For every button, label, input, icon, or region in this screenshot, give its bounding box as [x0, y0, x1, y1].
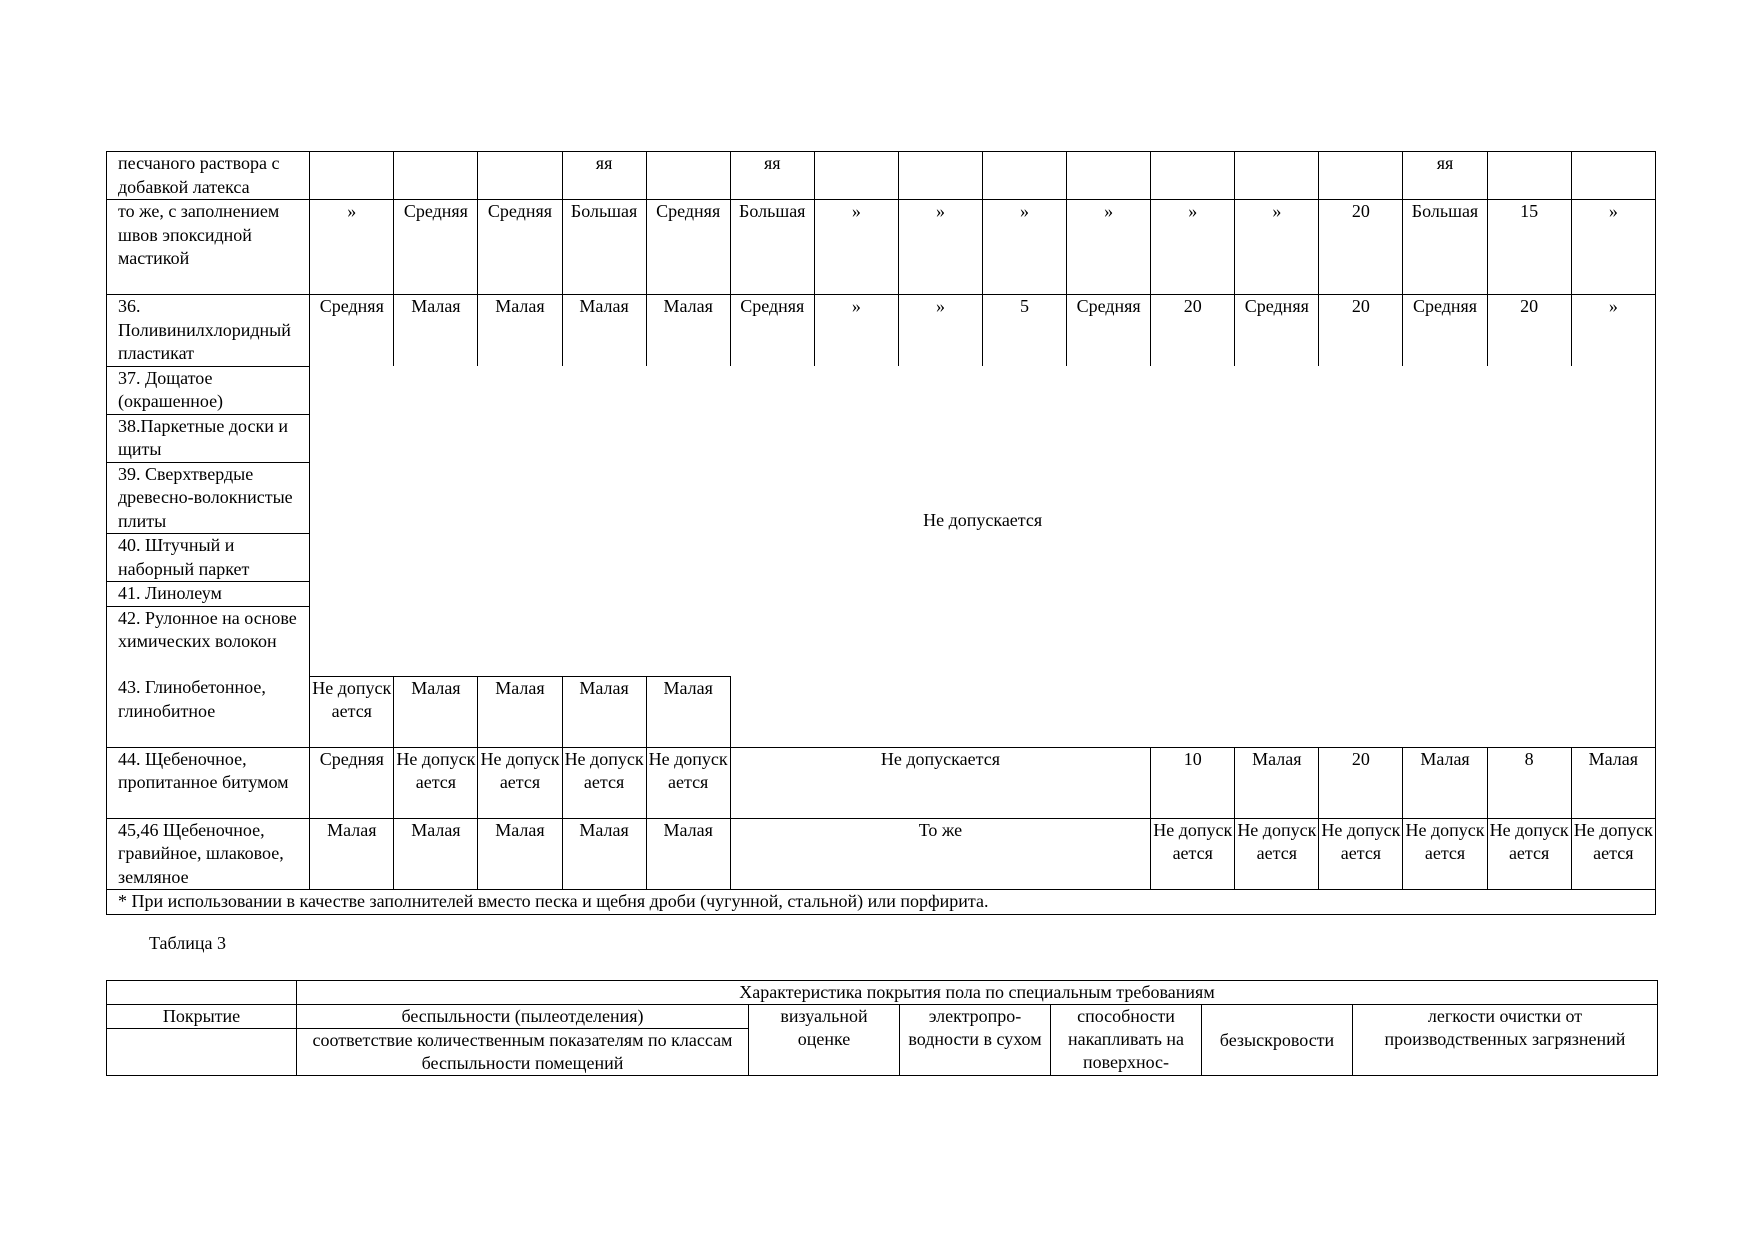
- cell: [1067, 152, 1151, 200]
- cell: »: [814, 200, 898, 295]
- cell: [1319, 152, 1403, 200]
- cell: Не допускается: [646, 747, 730, 818]
- cell: 20: [1319, 747, 1403, 818]
- cell: »: [1067, 200, 1151, 295]
- cell: Малая: [310, 818, 394, 890]
- table-row: [107, 152, 1656, 200]
- empty-merged-cell: [730, 676, 1655, 747]
- cell: 10: [1151, 747, 1235, 818]
- cell: [814, 152, 898, 200]
- cell: Не допускается: [1403, 818, 1487, 890]
- cell: Средняя: [394, 200, 478, 295]
- cell: Малая: [646, 676, 730, 747]
- row-name: песчаного раствора с добавкой латекса: [107, 152, 310, 200]
- table-row: [107, 200, 1656, 295]
- row-name: 40. Штучный и наборный паркет: [107, 534, 310, 582]
- table-row: [107, 981, 1658, 1005]
- cell: яя: [1403, 152, 1487, 200]
- cell: »: [898, 200, 982, 295]
- empty-header-cell: [107, 981, 297, 1005]
- cell: Малая: [478, 676, 562, 747]
- cell: Малая: [1403, 747, 1487, 818]
- cell: Малая: [646, 295, 730, 367]
- cell: [898, 152, 982, 200]
- merged-not-allowed: Не допускается: [310, 366, 1656, 676]
- row-name: 41. Линолеум: [107, 582, 310, 607]
- cell: Не допускается: [562, 747, 646, 818]
- cell: Малая: [394, 295, 478, 367]
- merged-cell: То же: [730, 818, 1150, 890]
- cell: Средняя: [1235, 295, 1319, 367]
- table-row: [107, 676, 1656, 747]
- footnote: * При использовании в качестве заполнителей вместо песка и щебня дроби (чугунной, стальной) или порфирита.: [107, 890, 1656, 915]
- cell: Малая: [394, 818, 478, 890]
- cell: Средняя: [478, 200, 562, 295]
- table-footnote-row: [107, 890, 1656, 915]
- cell: яя: [562, 152, 646, 200]
- cell: Не допускается: [1487, 818, 1571, 890]
- cell: Малая: [646, 818, 730, 890]
- table-row: [107, 818, 1656, 890]
- cell: [478, 152, 562, 200]
- table-3: [106, 980, 1658, 1076]
- cell: 20: [1151, 295, 1235, 367]
- cell: Средняя: [310, 295, 394, 367]
- cell: 15: [1487, 200, 1571, 295]
- empty-header-cell: [107, 1029, 297, 1076]
- cell: Не допускается: [1235, 818, 1319, 890]
- cell: 20: [1319, 200, 1403, 295]
- cell: 5: [983, 295, 1067, 367]
- cell: [1235, 152, 1319, 200]
- cell: »: [310, 200, 394, 295]
- header-cover: Покрытие: [107, 1005, 297, 1029]
- table-caption: Таблица 3: [149, 933, 226, 953]
- cell: Не допускается: [1319, 818, 1403, 890]
- cell: Большая: [730, 200, 814, 295]
- cell: Средняя: [730, 295, 814, 367]
- cell: 20: [1487, 295, 1571, 367]
- cell: Малая: [562, 295, 646, 367]
- table-row: [107, 1005, 1658, 1029]
- row-name: 37. Дощатое (окрашенное): [107, 366, 310, 414]
- group-header: Характеристика покрытия пола по специальным требованиям: [297, 981, 1658, 1005]
- row-name: 42. Рулонное на основе химических волокон: [107, 606, 310, 676]
- cell: »: [898, 295, 982, 367]
- cell: »: [983, 200, 1067, 295]
- row-name: 43. Глинобетонное, глинобитное: [107, 676, 310, 747]
- cell: Малая: [1235, 747, 1319, 818]
- cell: Средняя: [310, 747, 394, 818]
- cell: Малая: [1571, 747, 1655, 818]
- cell: Средняя: [646, 200, 730, 295]
- cell: [983, 152, 1067, 200]
- cell: Средняя: [1403, 295, 1487, 367]
- row-name: то же, с заполнением швов эпоксидной мастикой: [107, 200, 310, 295]
- cell: Средняя: [1067, 295, 1151, 367]
- cell: Не допускается: [478, 747, 562, 818]
- cell: »: [814, 295, 898, 367]
- cell: Малая: [478, 818, 562, 890]
- cell: [1151, 152, 1235, 200]
- cell: 20: [1319, 295, 1403, 367]
- row-name: 44. Щебеночное, пропитанное битумом: [107, 747, 310, 818]
- row-name: 45,46 Щебеночное, гравийное, шлаковое, земляное: [107, 818, 310, 890]
- cell: Большая: [562, 200, 646, 295]
- cell: Большая: [1403, 200, 1487, 295]
- cell: [1487, 152, 1571, 200]
- cell: [1571, 152, 1655, 200]
- merged-cell: Не допускается: [730, 747, 1150, 818]
- cell: Не допускается: [1571, 818, 1655, 890]
- cell: »: [1151, 200, 1235, 295]
- cell: Не допускается: [394, 747, 478, 818]
- header-spark: безыскровости: [1202, 1005, 1353, 1076]
- header-dustless: беспыльности (пылеотделения): [297, 1005, 749, 1029]
- header-dustless-sub: соответствие количественным показателям по классам беспыльности помещений: [297, 1029, 749, 1076]
- table-row: [107, 366, 1656, 414]
- table-row: [107, 747, 1656, 818]
- table-row: [107, 295, 1656, 367]
- cell: Малая: [562, 818, 646, 890]
- cell: [310, 152, 394, 200]
- cell: 8: [1487, 747, 1571, 818]
- cell: яя: [730, 152, 814, 200]
- cell: »: [1571, 200, 1655, 295]
- header-visual: визуальной оценке: [749, 1005, 900, 1076]
- row-name: 39. Сверхтвердые древесно-волокнистые плиты: [107, 462, 310, 534]
- cell: »: [1571, 295, 1655, 367]
- header-electro: электропро-водности в сухом: [900, 1005, 1051, 1076]
- cell: Малая: [478, 295, 562, 367]
- cell: »: [1235, 200, 1319, 295]
- row-name: 38.Паркетные доски и щиты: [107, 414, 310, 462]
- header-clean: легкости очистки от производственных загрязнений: [1353, 1005, 1658, 1076]
- cell: [646, 152, 730, 200]
- cell: Не допускается: [310, 676, 394, 747]
- cell: Не допускается: [1151, 818, 1235, 890]
- row-name: 36. Поливинилхлоридный пластикат: [107, 295, 310, 367]
- cell: Малая: [562, 676, 646, 747]
- cell: [394, 152, 478, 200]
- flooring-table: [106, 151, 1656, 915]
- header-ability: способности накапливать на поверхнос-: [1051, 1005, 1202, 1076]
- cell: Малая: [394, 676, 478, 747]
